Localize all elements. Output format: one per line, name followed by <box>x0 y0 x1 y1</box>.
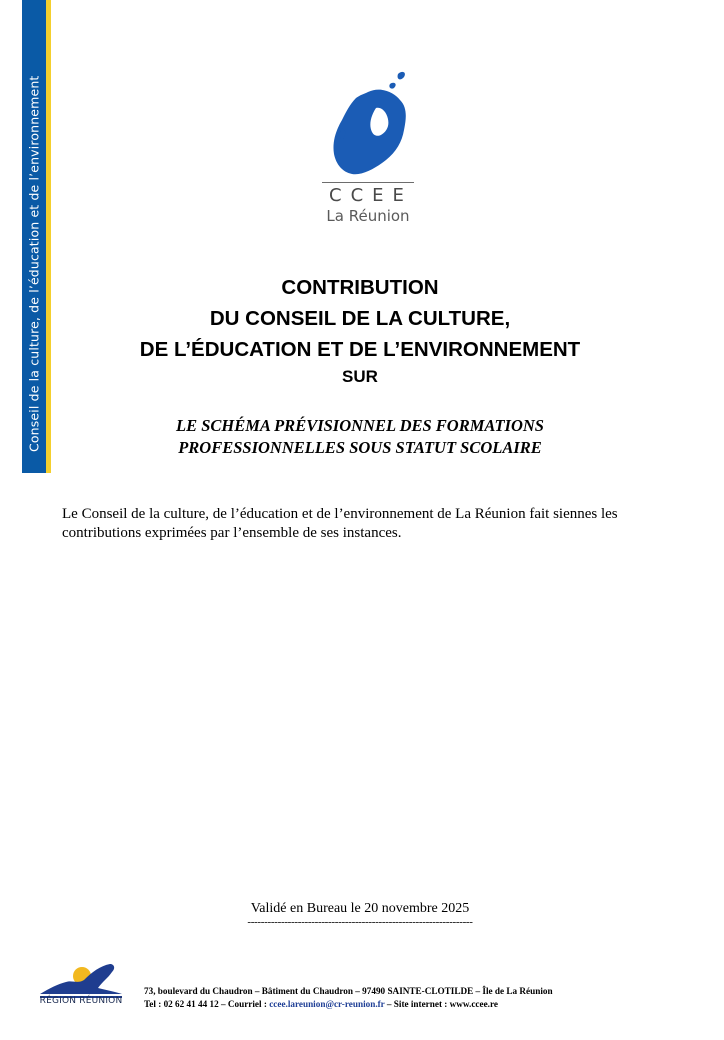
body-paragraph <box>62 505 667 543</box>
document-title <box>60 272 660 365</box>
sidebar-text-container <box>22 0 46 473</box>
footer-contact <box>144 985 704 1011</box>
document-subtitle <box>60 415 660 459</box>
title-line-3: DE L’ÉDUCATION ET DE L’ENVIRONNEMENT <box>139 338 581 361</box>
title-line-4: SUR <box>342 367 378 386</box>
region-logo-label: RÉGION RÉUNION <box>39 996 123 1006</box>
title-line-1: CONTRIBUTION <box>281 276 439 299</box>
logo-rule <box>322 182 414 183</box>
title-line-2: DU CONSEIL DE LA CULTURE, <box>209 307 511 330</box>
body-line-1: Le Conseil de la culture, de l’éducation et de l’environnement de La Réunion fait siennes les <box>62 506 618 522</box>
subtitle-line-2: PROFESSIONNELLES SOUS STATUT SCOLAIRE <box>178 438 542 457</box>
logo-subtitle: La Réunion <box>326 207 410 225</box>
footer-site: – Site internet : www.ccee.re <box>384 999 498 1009</box>
logo-acronym: CCEE <box>329 185 413 206</box>
footer-contact-line <box>144 998 704 1011</box>
sidebar-text: Conseil de la culture, de l’éducation et de l’environnement <box>26 75 42 452</box>
reunion-island-icon <box>328 68 418 180</box>
body-line-2: contributions exprimées par l’ensemble de ses instances. <box>62 525 402 541</box>
footer-address: 73, boulevard du Chaudron – Bâtiment du Chaudron – 97490 SAINTE-CLOTILDE – Île de La Réunion <box>144 986 553 996</box>
footer-tel: Tel : 02 62 41 44 12 – Courriel : <box>144 999 270 1009</box>
validation-text: Validé en Bureau le 20 novembre 2025 <box>250 901 470 916</box>
validation-separator: ------------------------------------------------------------------- <box>247 916 473 928</box>
footer-email-link[interactable]: ccee.lareunion@cr-reunion.fr <box>269 999 385 1009</box>
subtitle-line-1: LE SCHÉMA PRÉVISIONNEL DES FORMATIONS <box>175 416 544 435</box>
